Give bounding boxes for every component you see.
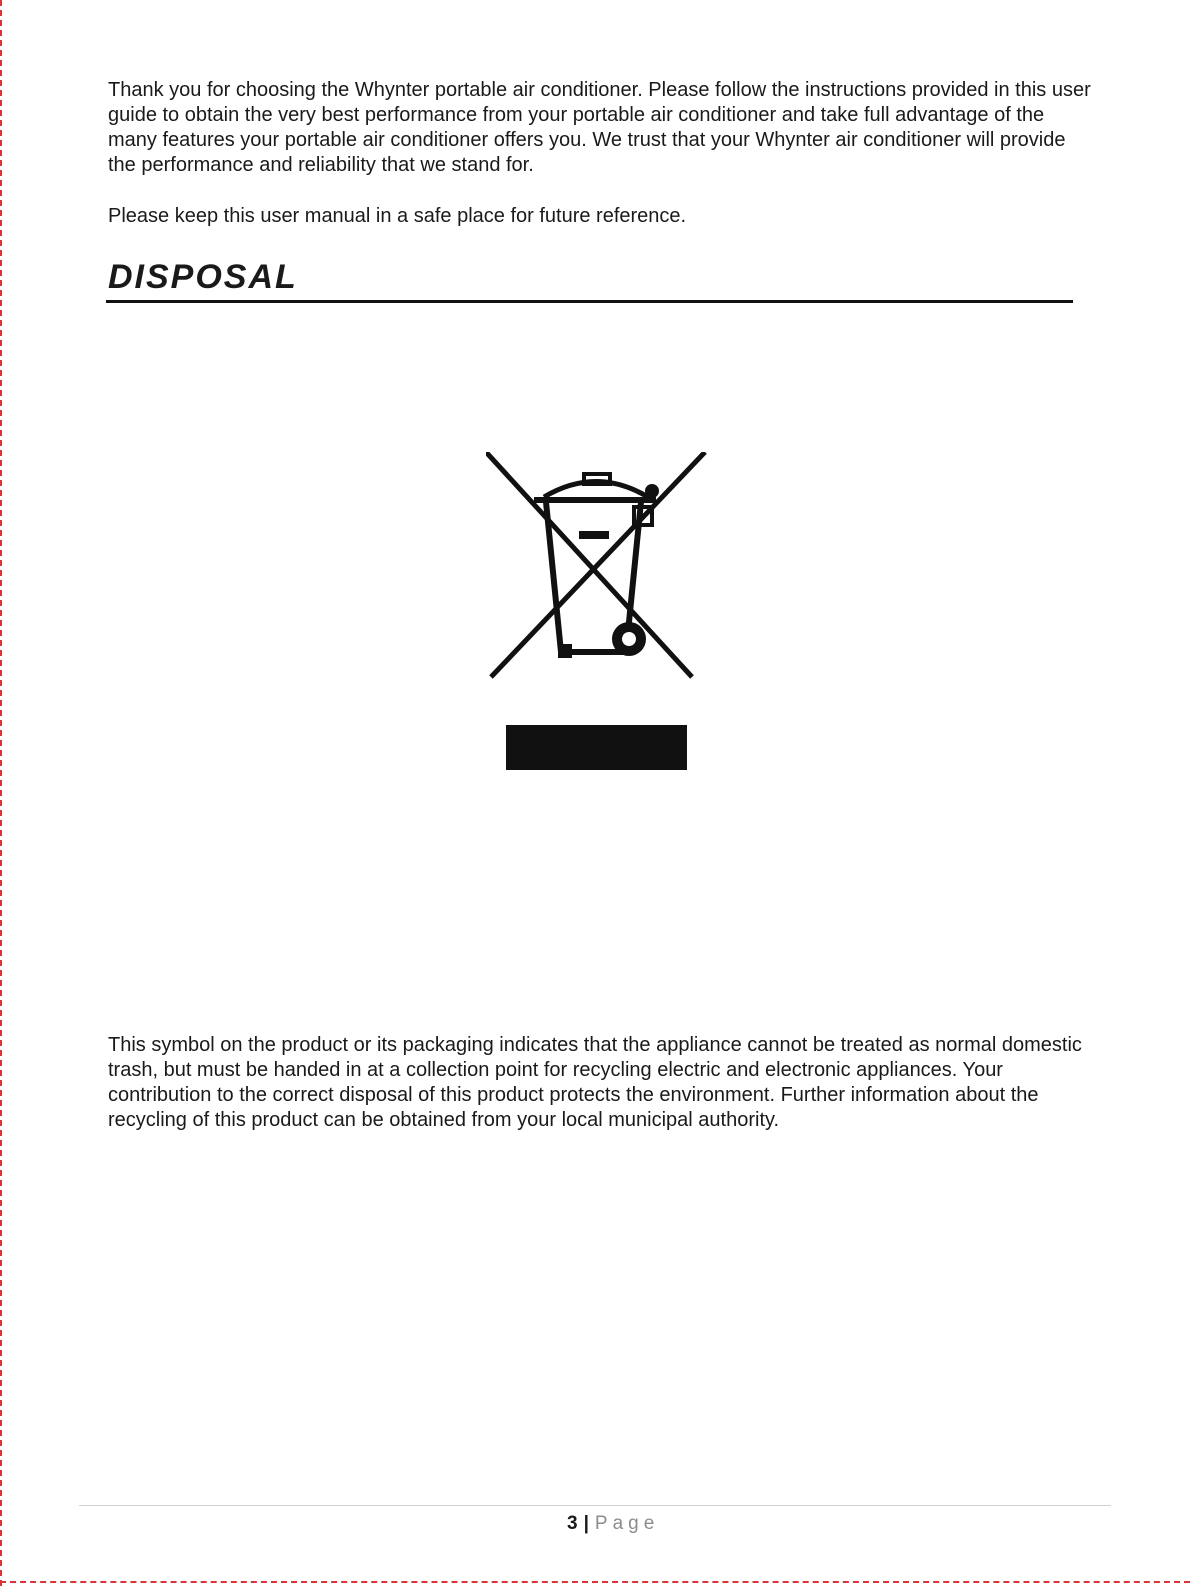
page-separator: | (583, 1513, 589, 1534)
page-number: 3 (567, 1513, 578, 1534)
footer-divider (79, 1505, 1111, 1506)
weee-black-bar (506, 725, 687, 770)
disposal-explanation: This symbol on the product or its packaging indicates that the appliance cannot be treated as normal domestic trash, but must be handed in at a collection point for recycling electric and electronic appliances. Your contribution to the correct disposal of this product protects the environment. Further information about the recycling of this product can be obtained from your local municipal authority. (108, 1034, 1082, 1131)
disposal-heading: DISPOSAL (108, 258, 298, 296)
crossed-out-wheelie-bin-icon (486, 452, 708, 684)
page-border-bottom (0, 1581, 1190, 1583)
page-label: Page (594, 1513, 660, 1534)
intro-paragraph: Thank you for choosing the Whynter portable air conditioner. Please follow the instructions provided in this user guide to obtain the very best performance from your portable air conditioner and take full advantage of the many features your portable air conditioner offers you. We trust that your Whynter air conditioner will provide the performance and reliability that we stand for. (108, 79, 1091, 176)
page-border-left (0, 0, 2, 1586)
heading-underline (106, 300, 1073, 303)
keep-manual-note: Please keep this user manual in a safe place for future reference. (108, 205, 687, 227)
page-footer (567, 1513, 659, 1535)
